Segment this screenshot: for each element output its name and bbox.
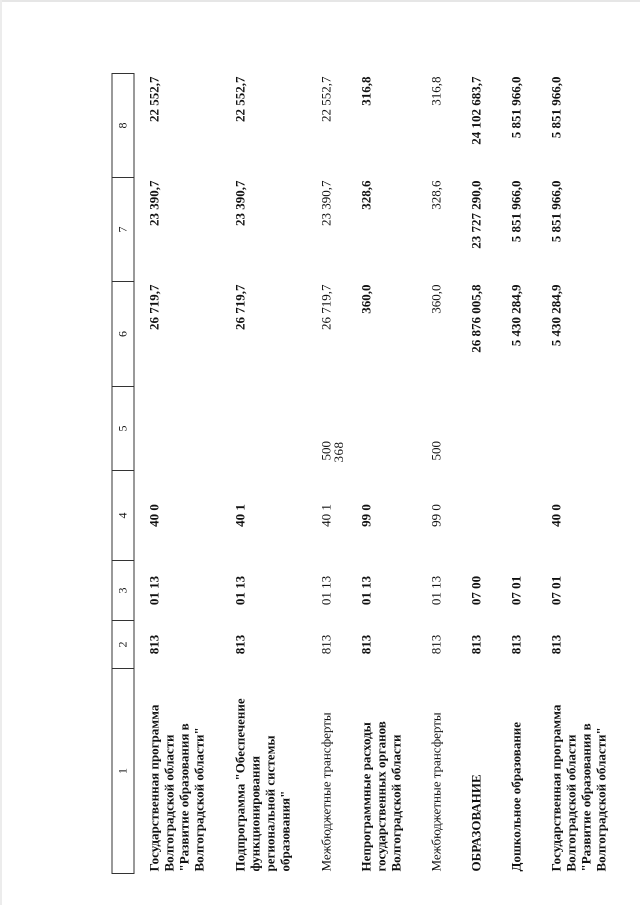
ministry-code: 813 bbox=[548, 634, 564, 655]
ministry-code: 813 bbox=[232, 634, 248, 655]
target-item-code: 40 1 bbox=[232, 504, 248, 527]
section-code: 01 13 bbox=[428, 575, 444, 606]
amount-column-7: 328,6 bbox=[428, 180, 444, 210]
row-name: Дошкольное образование bbox=[508, 721, 524, 872]
amount-column-6: 26 719,7 bbox=[318, 284, 334, 330]
amount-column-6: 26 719,7 bbox=[146, 284, 162, 330]
ministry-code: 813 bbox=[468, 634, 484, 655]
amount-column-6: 5 430 284,9 bbox=[508, 284, 524, 347]
table-row bbox=[497, 74, 537, 874]
amount-column-6: 360,0 bbox=[428, 284, 444, 314]
column-header-3: 3 bbox=[112, 561, 134, 621]
target-item-code: 40 1 bbox=[318, 504, 334, 527]
ministry-code: 813 bbox=[146, 634, 162, 655]
column-number-header-row bbox=[112, 74, 134, 874]
ministry-code: 813 bbox=[358, 634, 374, 655]
row-name: Государственная программа Волгоградской области "Развитие образования в Волгоградской области" bbox=[146, 704, 207, 872]
column-header-7: 7 bbox=[112, 178, 134, 282]
expense-type-code: 500 bbox=[318, 441, 334, 461]
expense-type-code bbox=[457, 387, 497, 471]
section-code: 07 01 bbox=[508, 575, 524, 606]
target-item-code bbox=[457, 471, 497, 561]
table-row bbox=[347, 74, 417, 874]
amount-column-7: 328,6 bbox=[358, 180, 374, 210]
amount-column-6: 26 876 005,8 bbox=[468, 284, 484, 353]
table-row bbox=[221, 74, 307, 874]
amount-column-6: 360,0 bbox=[358, 284, 374, 314]
expense-type-code bbox=[134, 387, 221, 471]
column-header-4: 4 bbox=[112, 471, 134, 561]
target-item-code: 99 0 bbox=[428, 504, 444, 527]
column-header-1: 1 bbox=[112, 669, 134, 874]
rotated-page-content bbox=[112, 74, 609, 874]
amount-column-7: 23 727 290,0 bbox=[468, 180, 484, 249]
table-row bbox=[537, 74, 623, 874]
amount-column-8: 22 552,7 bbox=[318, 76, 334, 122]
section-code: 01 13 bbox=[146, 575, 162, 606]
amount-column-8: 22 552,7 bbox=[232, 76, 248, 122]
table-row bbox=[457, 74, 497, 874]
expense-type-code bbox=[497, 387, 537, 471]
scan-edge-left bbox=[0, 0, 2, 905]
target-item-code: 40 0 bbox=[146, 504, 162, 527]
row-name: Подпрограмма "Обеспечение функционирования региональной системы образования" bbox=[232, 698, 293, 872]
ministry-code: 813 bbox=[508, 634, 524, 655]
amount-column-7: 23 390,7 bbox=[232, 180, 248, 226]
amount-column-6: 5 430 284,9 bbox=[548, 284, 564, 347]
target-item-code: 40 0 bbox=[548, 504, 564, 527]
amount-column-7: 5 851 966,0 bbox=[508, 180, 524, 243]
table-row bbox=[307, 74, 347, 874]
section-code: 01 13 bbox=[358, 575, 374, 606]
expense-type-code: 500 bbox=[428, 441, 444, 461]
amount-column-8: 316,8 bbox=[358, 76, 374, 106]
amount-column-6: 26 719,7 bbox=[232, 284, 248, 330]
section-code: 01 13 bbox=[318, 575, 334, 606]
table-row bbox=[417, 74, 457, 874]
row-name: Государственная программа Волгоградской области "Развитие образования в Волгоградской области" bbox=[548, 704, 609, 872]
expense-type-code bbox=[221, 387, 307, 471]
expense-type-code bbox=[537, 387, 623, 471]
amount-column-8: 22 552,7 bbox=[146, 76, 162, 122]
section-code: 07 01 bbox=[548, 575, 564, 606]
amount-column-8: 5 851 966,0 bbox=[508, 76, 524, 139]
column-header-6: 6 bbox=[112, 282, 134, 387]
amount-column-7: 23 390,7 bbox=[146, 180, 162, 226]
table-row bbox=[134, 74, 221, 874]
section-code: 07 00 bbox=[468, 575, 484, 606]
column-header-8: 8 bbox=[112, 74, 134, 178]
amount-column-7: 23 390,7 bbox=[318, 180, 334, 226]
target-item-code: 99 0 bbox=[358, 504, 374, 527]
amount-column-8: 316,8 bbox=[428, 76, 444, 106]
budget-table bbox=[112, 73, 623, 874]
section-code: 01 13 bbox=[232, 575, 248, 606]
column-header-5: 5 bbox=[112, 387, 134, 471]
target-item-code bbox=[497, 471, 537, 561]
amount-column-8: 5 851 966,0 bbox=[548, 76, 564, 139]
column-header-2: 2 bbox=[112, 621, 134, 669]
expense-type-code bbox=[347, 387, 417, 471]
scan-edge-top bbox=[0, 0, 640, 2]
row-name: Межбюджетные трансферты bbox=[428, 712, 444, 872]
ministry-code: 813 bbox=[428, 634, 444, 655]
ministry-code: 813 bbox=[318, 634, 334, 655]
amount-column-8: 24 102 683,7 bbox=[468, 76, 484, 145]
page-number: 368 bbox=[331, 441, 346, 463]
amount-column-7: 5 851 966,0 bbox=[548, 180, 564, 243]
row-name: ОБРАЗОВАНИЕ bbox=[468, 774, 484, 872]
row-name: Межбюджетные трансферты bbox=[318, 712, 334, 872]
row-name: Непрограммные расходы государственных органов Волгоградской области bbox=[358, 721, 404, 872]
